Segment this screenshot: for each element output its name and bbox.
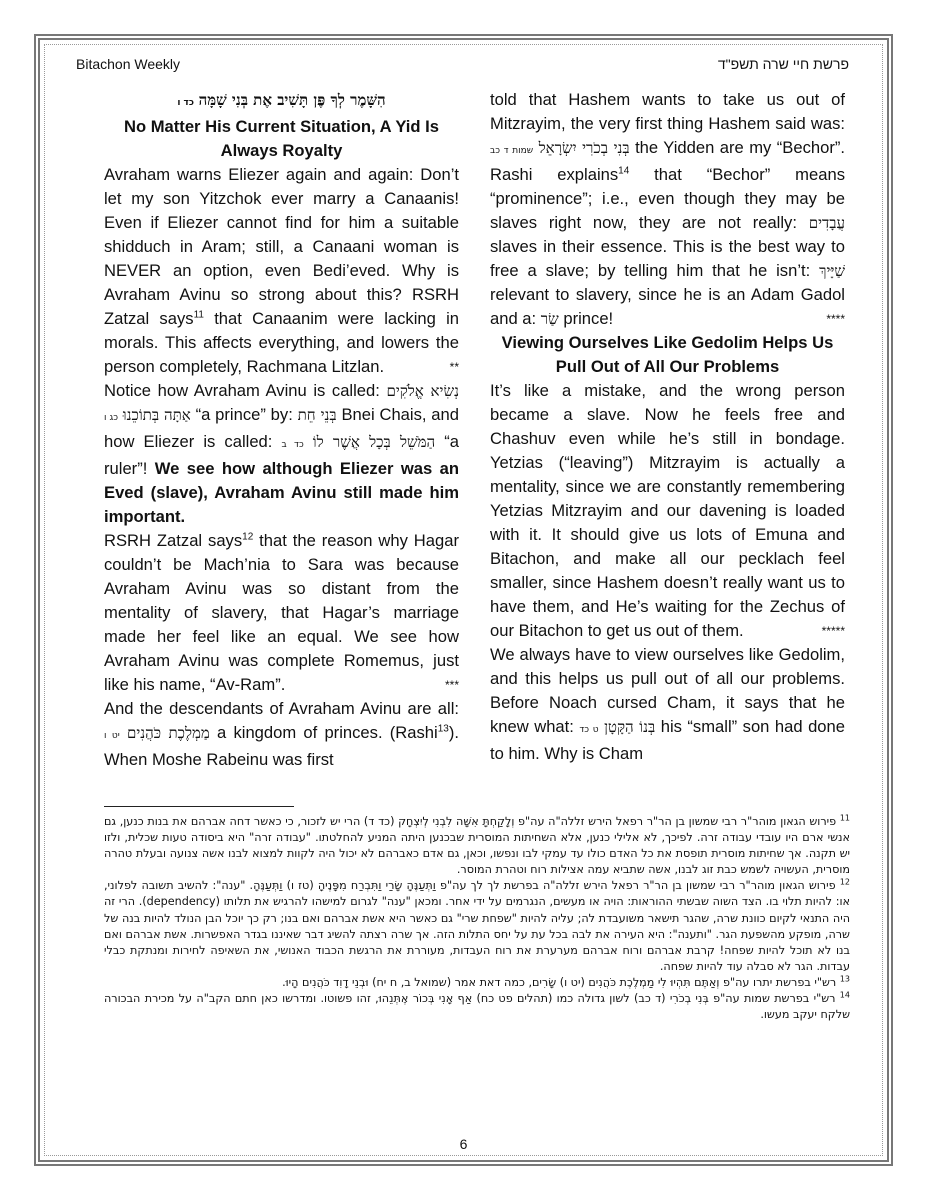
section-title: No Matter His Current Situation, A Yid Is Always Royalty	[123, 117, 439, 160]
paragraph: And the descendants of Avraham Avinu are all: מַמְלֶכֶת כֹּהֲנִים יט ו a kingdom of princes. (Rashi$^{13}$). When Moshe Rabeinu was first	[104, 699, 459, 769]
paragraph: Avraham warns Eliezer again and again: Don’t let my son Yitzchok ever marry a Canaanis! Even if Eliezer cannot find for him a suitable shidduch in Aram; still, a Canaani woman is NEVER an option, even Bedi’eved. Why is Avraham Avinu so strong about this? RSRH Zatzal says$^{11}$ that Canaanim were lacking in morals. This affects everything, and lowers the person completely, Rachmana Litzlan. **	[104, 165, 460, 376]
footnote: $^{11}$ פירוש הגאון מוהר"ר רבי שמשון בן הר"ר רפאל הירש זללה"ה עה"פ וְלָקַחְתָּ אִשָּׁה לִבְנִי לְיִצְחָק (כד ד) הרי יש לזכור, כי כאשר דחה אברהם את בנות כנען, גם אנשי ארם היו עובדי עבודה זרה. לפיכך, לא אלילי כנען, אלא השחיתות המוסרית שבכנען היתה המניע להחלטתו. "עבודה זרה" היא ביסודה טעות שכלית, ולזו יש תקנה. אך שחיתות מוסרית תופסת את כל האדם כולו עד עמקי לבו ונפשו, וכאן, גם אדם כאברהם לא יכול היה לקוות למצוא לבנו אשה צנועה ובעלת טהרה מוסרית, העשויה לשמש כבת זוג לבנו, אשה שתביא עמה אצילות רוח וטהרת המוסר.	[104, 813, 850, 877]
paragraph: It’s like a mistake, and the wrong person became a slave. Now he feels free and Chashuv even while he’s still in bondage. Yetzias (“leaving”) Mitzrayim is actually a mentality, since we are constantly remembering Yetzias Mitzrayim and our davening is loaded with it. It should give us lots of Emuna and Bitachon, and make all our pecklach feel smaller, since Hashem doesn’t really want us to have them, and He’s waiting for the Zechus of our Bitachon to get us out of them. *****	[490, 381, 845, 640]
paragraph: We always have to view ourselves like Gedolim, and this helps us pull out of all our problems. Before Noach cursed Cham, it says that he knew what: בְּנוֹ הַקָּטָן ט כד his “small” son had done to him. Why is Cham	[490, 645, 845, 763]
heb-title: הִשָּׁמֶר לְךָ פֶּן תָּשִׁיב אֶת בְּנִי שָׁמָּה כד ו	[177, 91, 386, 109]
footnote: $^{12}$ פירוש הגאון מוהר"ר רבי שמשון בן הר"ר רפאל הירש זללה"ה בפרשת לך לך עה"פ וַתְּעַנֶּהָ שָׂרַי וַתִּבְרַח מִפָּנֶיהָ (טז ו) וַתְּעַנֶּהָ. "ענה": להשיב תשובה לפלוני, או: להיות תלוי בו. הצד השוה שבשתי ההוראות: הויה או מעשים, הנגרמים על ידי אחר. ומכאן "ענה" לגרום למישהו להרגיש את תלותו (dependency). הרי זה היה התנאי לקיום כוונת שרה, שהגר תישאר משועבדת לה; עליה להיות "שפחת שרי" גם כאשר היא אשת אברהם ואם בנו; רק כך יוכל הבן הנולד להיות בנה של שרה, מופקע מהשפעת הגר. "ותענה": היא העירה את לבה בכל עת על יחס התלות הזה. אך שרה רצתה להשיג דבר שאיננו בגדר האפשרות. אשת אברהם ואם בנו לא תוכל להיות שפחה! קרבת אברהם ורוח אברהם מערערת את רוח העבדות, מעוררת את הרגשת הכבוד האנושי, את השאיפה לחירות ומנתקת כבלי עבדות. הגר לא סבלה עוד להיות שפחה.	[104, 877, 850, 973]
header-parsha: פרשת חיי שרה תשפ"ד	[717, 56, 849, 72]
paragraph: Notice how Avraham Avinu is called: נְשִׂיא אֱלֹקִים אַתָּה בְּתוֹכֵנוּ כג ו “a prince” by: בְּנֵי חֵת Bnei Chais, and how Eliezer is called: הַמֹּשֵׁל בְּכָל אֲשֶׁר לוֹ כד ב “a ruler”! We see how although Eliezer was an Eved (slave), Avraham Avinu still made him important.	[104, 381, 459, 526]
header-publication: Bitachon Weekly	[76, 56, 181, 72]
right-column	[490, 88, 845, 766]
paragraph: RSRH Zatzal says$^{12}$ that the reason why Hagar couldn’t be Mach’nia to Sara was because Avraham Avinu was so distant from the mentality of slavery, that Hagar’s marriage made her feel like an equal. We see how Avraham Avinu was complete Romemus, just like his name, “Av-Ram”. ***	[104, 531, 459, 694]
page-number: 6	[459, 1136, 468, 1152]
footnote: $^{13}$ רש"י בפרשת יתרו עה"פ וְאַתֶּם תִּהְיוּ לִי מַמְלֶכֶת כֹּהֲנִים (יט ו) שָׂרִים, כמה דאת אמר (שמואל ב, ח יח) וּבְנֵי דָוִד כֹּהֲנִים הָיוּ.	[282, 974, 850, 989]
footnote: $^{14}$ רש"י בפרשת שמות עה"פ בְּנִי בְכֹרִי (ד כב) לשון גדולה כמו (תהלים פט כח) אַף אָנִי בְּכוֹר אֶתְּנֵהוּ, זהו פשוטו. ומדרשו כאן חתם הקב"ה על מכירת הבכורה שלקח יעקב מעשו.	[104, 990, 850, 1022]
paragraph: told that Hashem wants to take us out of Mitzrayim, the very first thing Hashem said was: בְּנִי בְכֹרִי יִשְׂרָאֵל שמות ד כב the Yidden are my “Bechor”. Rashi explains$^{14}$ that “Bechor” means “prominence”; i.e., even though they may be slaves right now, they are not really: עֲבָדִים slaves in their essence. This is the best way to free a slave; by telling him that he isn’t: שַׁיָּיךְ relevant to slavery, since he is an Adam Gadol and a: שַׂר prince! ****	[490, 90, 845, 328]
left-column	[104, 88, 459, 772]
footnotes	[104, 814, 850, 1023]
footnote-divider	[104, 806, 294, 807]
section-title: Viewing Ourselves Like Gedolim Helps Us Pull Out of All Our Problems	[501, 333, 834, 376]
